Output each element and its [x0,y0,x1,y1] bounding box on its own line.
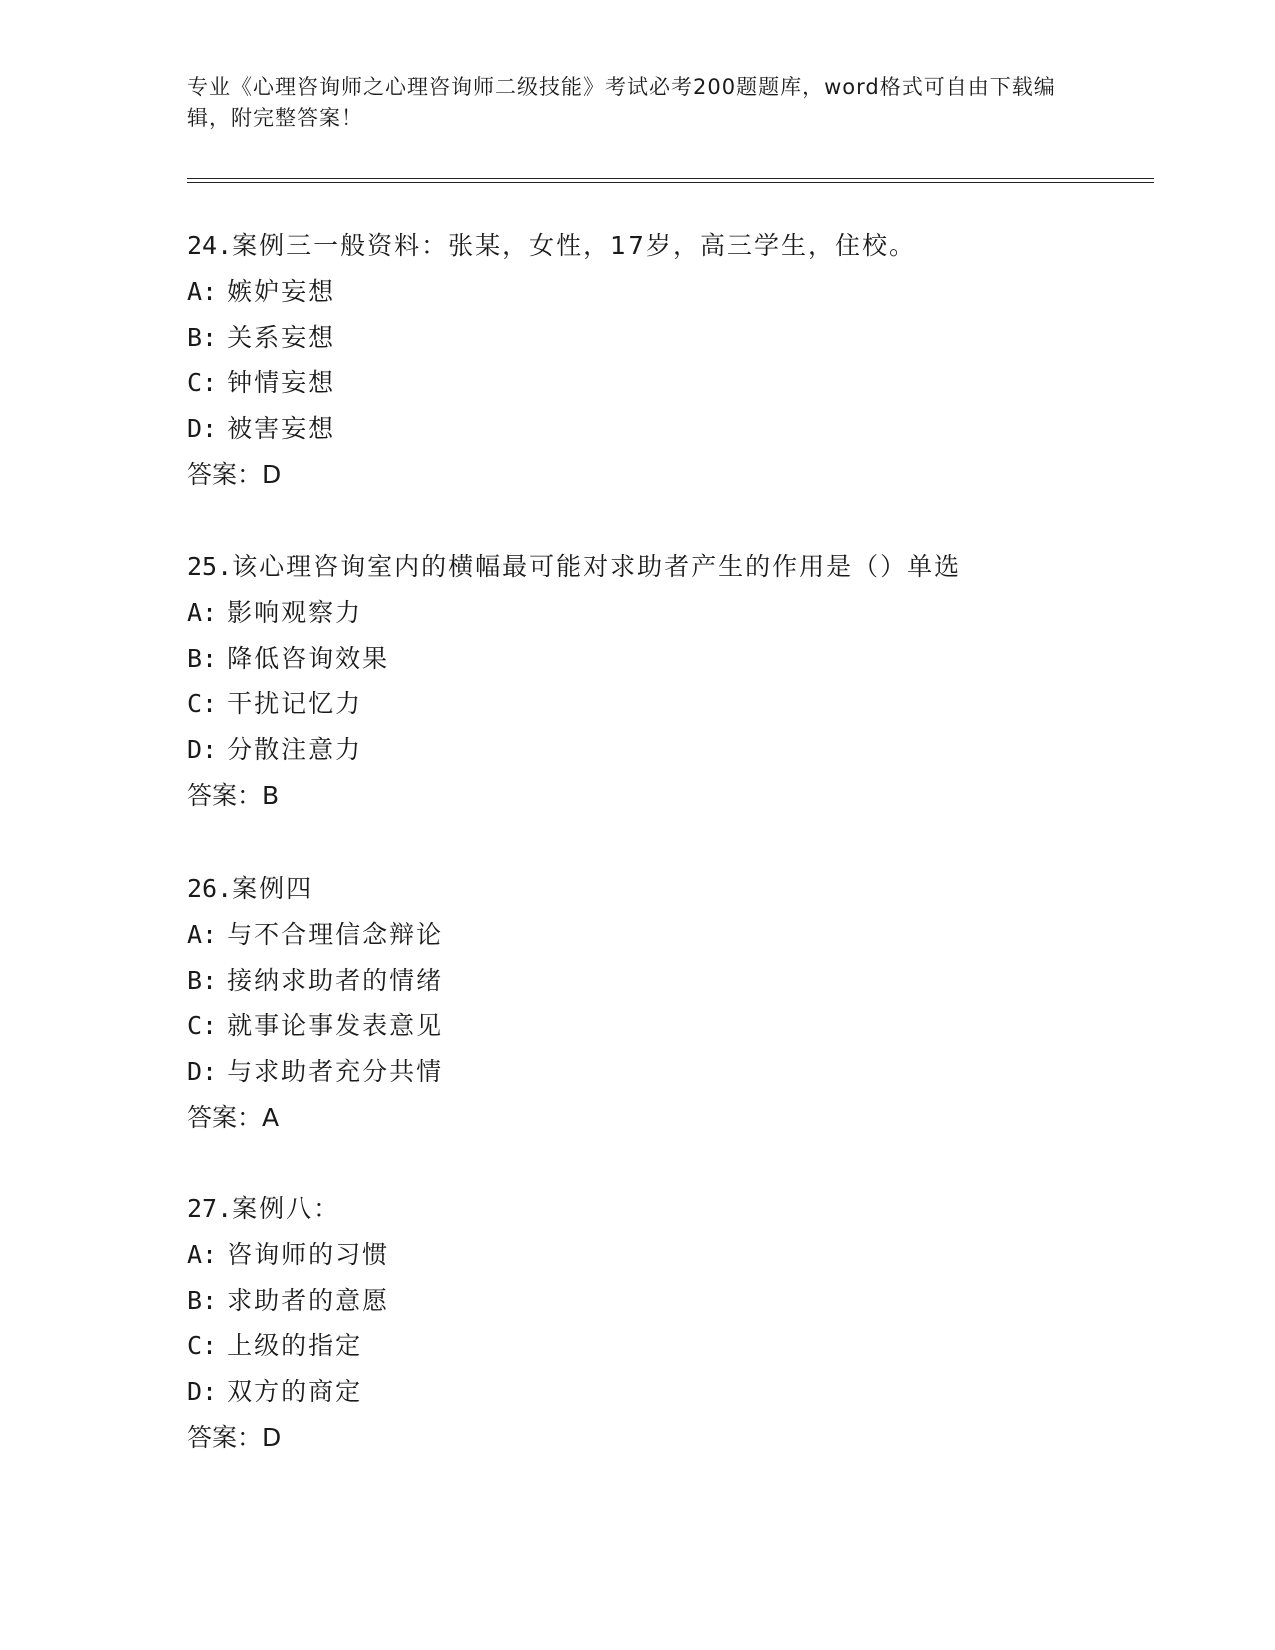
option-letter: A: [187,597,218,627]
question-stem [187,544,1147,590]
answer-label: 答案： [187,1422,263,1452]
answer-line [187,1095,1147,1141]
option-text: 双方的商定 [227,1377,363,1407]
option-text: 嫉妒妄想 [227,276,336,306]
option-d [187,1049,1147,1095]
option-c [187,681,1147,727]
option-letter: D: [187,735,218,765]
question-text: 案例四 [232,874,314,903]
option-text: 钟情妄想 [227,368,336,398]
option-letter: C: [187,689,218,719]
option-text: 被害妄想 [227,414,336,444]
option-b [187,958,1147,1004]
document-header: 专业《心理咨询师之心理咨询师二级技能》考试必考200题题库，word格式可自由下载编辑，附完整答案！ [187,75,1056,130]
question-25 [187,544,1147,819]
option-letter: B: [187,643,218,673]
option-text: 就事论事发表意见 [227,1011,444,1041]
option-letter: A: [187,919,218,949]
option-letter: B: [187,965,218,995]
option-text: 求助者的意愿 [227,1285,390,1315]
header-divider [187,178,1154,183]
option-text: 干扰记忆力 [227,689,363,719]
question-number: 25. [187,552,233,581]
option-letter: D: [187,1057,218,1087]
option-d [187,406,1147,452]
option-letter: C: [187,1331,218,1361]
question-number: 24. [187,231,233,260]
option-b [187,1278,1147,1324]
option-text: 与求助者充分共情 [227,1057,444,1087]
answer-line [187,452,1147,498]
answer-value: D [262,1422,282,1452]
answer-value: A [262,1102,280,1132]
option-a [187,590,1147,636]
option-d [187,727,1147,773]
option-text: 影响观察力 [227,597,363,627]
question-number: 27. [187,1194,233,1223]
answer-line [187,773,1147,819]
option-letter: A: [187,1239,218,1269]
option-letter: C: [187,368,218,398]
question-stem [187,223,1147,269]
option-letter: C: [187,1011,218,1041]
option-a [187,269,1147,315]
question-number: 26. [187,874,233,903]
option-text: 咨询师的习惯 [227,1239,390,1269]
option-c [187,360,1147,406]
option-text: 关系妄想 [227,322,336,352]
option-text: 上级的指定 [227,1331,363,1361]
option-b [187,636,1147,682]
option-text: 接纳求助者的情绪 [227,965,444,995]
option-text: 分散注意力 [227,735,363,765]
question-stem [187,866,1147,912]
answer-value: B [262,780,280,810]
option-d [187,1369,1147,1415]
option-text: 降低咨询效果 [227,643,390,673]
question-24 [187,223,1147,498]
question-text: 案例三一般资料：张某，女性，17岁，高三学生，住校。 [232,231,916,260]
option-text: 与不合理信念辩论 [227,919,444,949]
option-letter: B: [187,1285,218,1315]
option-letter: B: [187,322,218,352]
option-a [187,912,1147,958]
question-27 [187,1186,1147,1461]
option-c [187,1003,1147,1049]
answer-line [187,1415,1147,1461]
question-26 [187,866,1147,1141]
question-text: 案例八： [232,1194,341,1223]
answer-label: 答案： [187,459,263,489]
option-letter: D: [187,414,218,444]
question-stem [187,1186,1147,1232]
answer-value: D [262,459,282,489]
option-letter: D: [187,1377,218,1407]
question-text: 该心理咨询室内的横幅最可能对求助者产生的作用是（）单选 [232,552,962,581]
option-letter: A: [187,276,218,306]
answer-label: 答案： [187,780,263,810]
option-c [187,1323,1147,1369]
option-a [187,1232,1147,1278]
answer-label: 答案： [187,1102,263,1132]
option-b [187,315,1147,361]
